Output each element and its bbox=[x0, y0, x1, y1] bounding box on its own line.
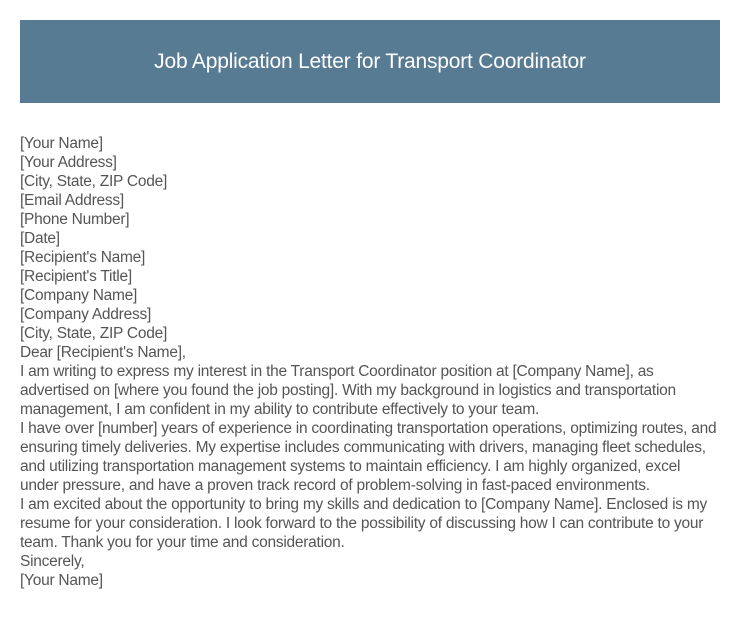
recipient-title: [Recipient's Title] bbox=[20, 268, 132, 285]
paragraph-intro: I am writing to express my interest in the Transport Coordinator position at [Company Name], as advertised on [where you found the job posting]. With my background in logistics and transportation management, I am confident in my ability to contribute effectively to your team. bbox=[20, 363, 676, 418]
sender-name: [Your Name] bbox=[20, 135, 103, 152]
salutation: Dear [Recipient's Name], bbox=[20, 344, 186, 361]
letter-body bbox=[20, 134, 720, 590]
signature: [Your Name] bbox=[20, 572, 103, 589]
sender-address: [Your Address] bbox=[20, 154, 117, 171]
paragraph-closing: I am excited about the opportunity to bring my skills and dedication to [Company Name]. Enclosed is my resume for your consideration. I look forward to the possibility of discussing how I can contribute to your team. Thank you for your time and consideration. bbox=[20, 496, 707, 551]
sender-phone: [Phone Number] bbox=[20, 211, 130, 228]
sender-city: [City, State, ZIP Code] bbox=[20, 173, 168, 190]
letter-date: [Date] bbox=[20, 230, 60, 247]
page-title: Job Application Letter for Transport Coordinator bbox=[154, 49, 586, 73]
letter-header bbox=[20, 20, 720, 103]
sender-email: [Email Address] bbox=[20, 192, 124, 209]
closing: Sincerely, bbox=[20, 553, 85, 570]
paragraph-experience: I have over [number] years of experience in coordinating transportation operations, optimizing routes, and ensuring timely deliveries. My expertise includes communicating with drivers, managing fleet schedules, and utilizing transportation management systems to maintain efficiency. I am highly organized, excel under pressure, and have a proven track record of problem-solving in fast-paced environments. bbox=[20, 420, 717, 494]
recipient-city: [City, State, ZIP Code] bbox=[20, 325, 168, 342]
recipient-company: [Company Name] bbox=[20, 287, 138, 304]
recipient-address: [Company Address] bbox=[20, 306, 152, 323]
recipient-name: [Recipient's Name] bbox=[20, 249, 146, 266]
